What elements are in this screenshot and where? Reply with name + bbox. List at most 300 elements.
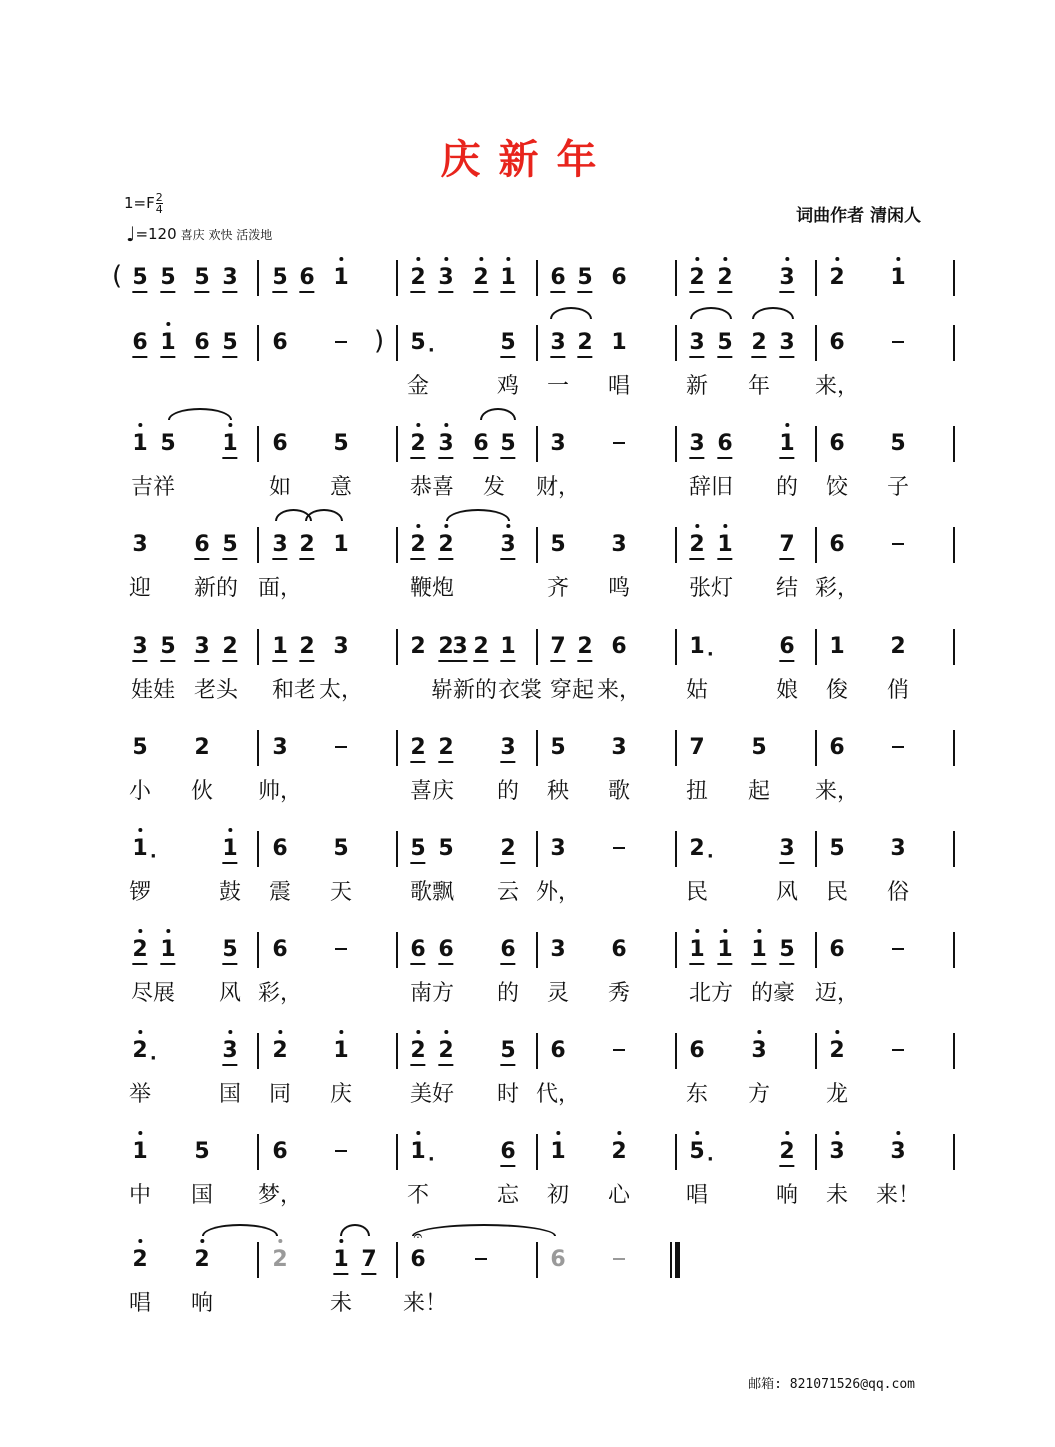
note-digit: 6 (194, 330, 210, 355)
note-digit: 2 (272, 1038, 288, 1063)
note (132, 330, 147, 358)
note (410, 1247, 425, 1273)
note (550, 1247, 565, 1273)
high-octave-dot (138, 929, 142, 933)
note-digit: 2 (299, 634, 315, 659)
high-octave-dot (166, 929, 170, 933)
lyric-word: 新的 (193, 576, 239, 601)
high-octave-dot (506, 257, 510, 261)
high-octave-dot (228, 828, 232, 832)
note-digit: 3 (550, 330, 566, 355)
lyric-word: 老头 (193, 678, 239, 703)
barline (396, 730, 398, 766)
lyric-word: 俏 (886, 678, 910, 703)
note-digit: 6 (132, 330, 148, 355)
note-digit: 3 (550, 937, 566, 962)
note (272, 735, 287, 761)
note (500, 836, 515, 864)
note-digit: 3 (779, 836, 795, 861)
repeat-close-paren: ) (374, 326, 385, 356)
note (333, 634, 348, 660)
barline (396, 932, 398, 968)
note (333, 265, 348, 291)
note-digit: 1 (717, 532, 733, 557)
high-octave-dot (138, 828, 142, 832)
barline (396, 1134, 398, 1170)
note-digit: 5 (333, 836, 349, 861)
note-digit: 3 (689, 330, 705, 355)
lyric-word: 的豪 (750, 981, 796, 1006)
barline (257, 831, 259, 867)
barline (257, 932, 259, 968)
note-digit: 3 (272, 532, 288, 557)
note (194, 1247, 209, 1273)
augmentation-dot: · (706, 846, 714, 867)
note-digit: 2 (299, 532, 315, 557)
note-digit: 6 (611, 634, 627, 659)
lyric-word: 方 (747, 1082, 771, 1107)
high-octave-dot (416, 524, 420, 528)
barline (815, 527, 817, 563)
score-system (0, 532, 1055, 645)
note-digit: 6 (194, 532, 210, 557)
note-digit: 2 (132, 1247, 148, 1272)
note (410, 431, 425, 459)
note (222, 937, 237, 965)
barline (257, 527, 259, 563)
lyric-word: 外， (535, 880, 581, 905)
note (779, 532, 794, 560)
barline (536, 1242, 538, 1278)
sustain-dash (335, 948, 347, 950)
lyric-word: 民 (685, 880, 709, 905)
high-octave-dot (785, 257, 789, 261)
note-digit: 5 (779, 937, 795, 962)
note-digit: 2 (410, 532, 426, 557)
note (473, 265, 488, 293)
note-digit: 6 (500, 937, 516, 962)
augmentation-dot: · (149, 1048, 157, 1069)
note-digit: 5 (890, 431, 906, 456)
note-digit: 3 (194, 634, 210, 659)
lyric-word: 娃娃 (130, 678, 176, 703)
lyric-word: 辞旧 (688, 475, 734, 500)
note (689, 735, 704, 761)
barline (396, 260, 398, 296)
high-octave-dot (695, 257, 699, 261)
note (272, 1038, 287, 1064)
note-digit: 2 (717, 265, 733, 290)
barline (536, 831, 538, 867)
note-digit: 5 (222, 937, 238, 962)
high-octave-dot (757, 1030, 761, 1034)
note (272, 431, 287, 457)
lyric-word: 秀 (607, 981, 631, 1006)
note-digit: 3 (611, 735, 627, 760)
note (779, 836, 794, 864)
barline (953, 1033, 955, 1069)
lyric-word: 娘 (775, 678, 799, 703)
barline (953, 1134, 955, 1170)
note (611, 532, 626, 558)
note-digit: 5 (132, 735, 148, 760)
high-octave-dot (896, 1131, 900, 1135)
note (577, 634, 592, 662)
barline (675, 1033, 677, 1069)
note-digit: 2 (689, 532, 705, 557)
high-octave-dot (785, 423, 789, 427)
barline (675, 1134, 677, 1170)
note (611, 1139, 626, 1165)
note-digit: 2 (473, 265, 489, 290)
note-digit: 6 (829, 532, 845, 557)
note (222, 532, 237, 560)
high-octave-dot (138, 1131, 142, 1135)
high-octave-dot (695, 524, 699, 528)
note (890, 431, 905, 457)
barline (536, 1134, 538, 1170)
note-digit: 5 (160, 265, 176, 290)
lyric-word: 鼓 (218, 880, 242, 905)
note-digit: 5 (500, 330, 516, 355)
high-octave-dot (479, 257, 483, 261)
note (550, 431, 565, 457)
note-digit: 1 (500, 265, 516, 290)
barline (257, 730, 259, 766)
note-digit: 5 (194, 265, 210, 290)
barline (396, 1033, 398, 1069)
note (500, 1038, 515, 1066)
note-digit: 1 (751, 937, 767, 962)
time-signature (156, 192, 163, 215)
note-digit: 2 (438, 1038, 454, 1063)
note-digit: 5 (410, 330, 426, 355)
note (829, 937, 844, 963)
augmentation-dot: · (706, 1149, 714, 1170)
composer-credit: 词曲作者 清闲人 (796, 206, 921, 226)
note (689, 1139, 714, 1170)
lyric-word: 彩， (257, 981, 303, 1006)
note (452, 634, 467, 662)
note-digit: 1 (333, 1038, 349, 1063)
note (550, 836, 565, 862)
high-octave-dot (416, 257, 420, 261)
high-octave-dot (444, 1030, 448, 1034)
note (272, 265, 287, 293)
lyric-word: 唱 (685, 1183, 709, 1208)
sustain-dash (335, 341, 347, 343)
note-digit: 2 (132, 937, 148, 962)
lyric-word: 和老 (271, 678, 317, 703)
lyric-word: 庆 (329, 1082, 353, 1107)
note (550, 937, 565, 963)
barline (675, 426, 677, 462)
note-digit: 1 (500, 634, 516, 659)
lyric-word: 齐 (546, 576, 570, 601)
note-digit: 2 (890, 634, 906, 659)
lyric-word: 的 (496, 779, 520, 804)
note (132, 431, 147, 457)
note (272, 1247, 287, 1273)
note (132, 634, 147, 662)
lyric-word: 龙 (825, 1082, 849, 1107)
barline (257, 629, 259, 665)
barline (815, 730, 817, 766)
note-digit: 6 (689, 1038, 705, 1063)
barline (536, 527, 538, 563)
note (299, 634, 314, 662)
lyric-word: 来！ (402, 1291, 448, 1316)
note (272, 836, 287, 862)
barline (815, 1033, 817, 1069)
note (779, 330, 794, 358)
note (333, 431, 348, 457)
barline (953, 629, 955, 665)
high-octave-dot (416, 423, 420, 427)
note-digit: 6 (829, 330, 845, 355)
score-system (0, 326, 1055, 443)
note-digit: 2 (194, 1247, 210, 1272)
note (611, 265, 626, 291)
lyric-word: 的 (496, 981, 520, 1006)
note-digit: 1 (132, 836, 148, 861)
note (272, 634, 287, 662)
lyric-word: 喜庆 (409, 779, 455, 804)
high-octave-dot (228, 1030, 232, 1034)
barline (396, 1242, 398, 1278)
note-digit: 6 (299, 265, 315, 290)
note (194, 634, 209, 662)
note-digit: 2 (500, 836, 516, 861)
high-octave-dot (835, 1131, 839, 1135)
note-digit: 5 (577, 265, 593, 290)
note (829, 265, 844, 291)
lyric-word: 举 (128, 1082, 152, 1107)
note (132, 735, 147, 761)
note (222, 265, 237, 293)
note-digit: 5 (333, 431, 349, 456)
barline (536, 426, 538, 462)
note (194, 265, 209, 293)
augmentation-dot: · (427, 340, 435, 361)
note (500, 735, 515, 763)
lyric-word: 意 (329, 475, 353, 500)
note (689, 836, 714, 867)
lyric-word: 鞭炮 (409, 576, 455, 601)
note-digit: 6 (550, 265, 566, 290)
augmentation-dot: · (706, 644, 714, 665)
note-digit: 1 (689, 634, 705, 659)
note (829, 836, 844, 862)
note (779, 634, 794, 662)
lyric-word: 东 (685, 1082, 709, 1107)
note (132, 937, 147, 965)
lyric-word: 小 (128, 779, 152, 804)
contact-email: 邮箱: 821071526@qq.com (748, 1377, 915, 1392)
note-digit: 6 (272, 1139, 288, 1164)
note (751, 937, 766, 965)
sustain-dash (613, 1049, 625, 1051)
lyric-word: 锣 (128, 880, 152, 905)
lyric-word: 鸣 (607, 576, 631, 601)
note-digit: 1 (717, 937, 733, 962)
note (222, 634, 237, 662)
note (577, 265, 592, 293)
note-digit: 2 (194, 735, 210, 760)
lyric-word: 饺 (825, 475, 849, 500)
barline (257, 426, 259, 462)
note-digit: 6 (272, 431, 288, 456)
lyric-word: 俗 (886, 880, 910, 905)
note (689, 431, 704, 459)
sustain-dash (613, 442, 625, 444)
note-digit: 2 (272, 1247, 288, 1272)
barline (257, 260, 259, 296)
lyric-word: 张灯 (688, 576, 734, 601)
note-digit: 5 (438, 836, 454, 861)
note (194, 532, 209, 560)
lyric-word: 国 (190, 1183, 214, 1208)
note-digit: 5 (272, 265, 288, 290)
note (473, 431, 488, 459)
note (438, 532, 453, 560)
final-barline (670, 1242, 672, 1278)
score-system (0, 937, 1055, 1050)
note (410, 634, 425, 660)
lyric-word: 云 (496, 880, 520, 905)
barline (536, 730, 538, 766)
note-digit: 2 (438, 735, 454, 760)
lyric-word: 一 (546, 374, 570, 399)
note-digit: 5 (829, 836, 845, 861)
note (333, 532, 348, 558)
lyric-word: 未 (825, 1183, 849, 1208)
lyric-word: 梦， (257, 1183, 303, 1208)
note-digit: 6 (829, 735, 845, 760)
lyric-word: 南方 (409, 981, 455, 1006)
high-octave-dot (695, 929, 699, 933)
lyric-word: 新 (685, 374, 709, 399)
note-digit: 7 (779, 532, 795, 557)
lyric-word: 北方 (688, 981, 734, 1006)
note-digit: 6 (829, 937, 845, 962)
note (132, 836, 157, 867)
lyric-word: 不 (406, 1183, 430, 1208)
barline (536, 1033, 538, 1069)
lyric-word: 初 (546, 1183, 570, 1208)
note-digit: 5 (550, 735, 566, 760)
fermata-icon: 𝄐 (413, 1226, 423, 1245)
lyric-word: 彩， (814, 576, 860, 601)
sustain-dash (892, 341, 904, 343)
barline (815, 629, 817, 665)
note-digit: 2 (829, 265, 845, 290)
lyric-word: 年 (747, 374, 771, 399)
barline (536, 260, 538, 296)
note (272, 532, 287, 560)
note (194, 330, 209, 358)
barline (257, 1242, 259, 1278)
note-digit: 3 (333, 634, 349, 659)
high-octave-dot (200, 1239, 204, 1243)
note-digit: 5 (717, 330, 733, 355)
note (611, 937, 626, 963)
note-digit: 5 (500, 431, 516, 456)
lyric-word: 来， (596, 678, 642, 703)
barline (953, 426, 955, 462)
augmentation-dot: · (427, 1149, 435, 1170)
note (410, 265, 425, 293)
note-digit: 2 (410, 265, 426, 290)
lyric-word: 时 (496, 1082, 520, 1107)
note-digit: 2 (222, 634, 238, 659)
sustain-dash (892, 543, 904, 545)
note-digit: 6 (717, 431, 733, 456)
note (333, 1247, 348, 1275)
lyric-word: 来！ (875, 1183, 921, 1208)
note (500, 1139, 515, 1167)
high-octave-dot (506, 524, 510, 528)
high-octave-dot (835, 1030, 839, 1034)
barline (675, 730, 677, 766)
note (689, 937, 704, 965)
note-digit: 5 (160, 634, 176, 659)
repeat-open-paren: ( (112, 261, 123, 291)
note (829, 1139, 844, 1165)
tempo-value: =120 (135, 225, 177, 243)
note-digit: 3 (272, 735, 288, 760)
high-octave-dot (785, 1131, 789, 1135)
note (132, 1247, 147, 1273)
note-digit: 6 (410, 1247, 426, 1272)
lyric-word: 发 (482, 475, 506, 500)
note (410, 532, 425, 560)
note-digit: 6 (272, 836, 288, 861)
high-octave-dot (723, 257, 727, 261)
sustain-dash (335, 1150, 347, 1152)
lyric-word: 起 (747, 779, 771, 804)
note-digit: 1 (222, 431, 238, 456)
score-system (0, 634, 1055, 747)
lyric-word: 如 (268, 475, 292, 500)
note-digit: 6 (272, 330, 288, 355)
note-digit: 2 (410, 634, 426, 659)
score-system (0, 1139, 1055, 1252)
note-digit: 6 (611, 265, 627, 290)
note-digit: 6 (473, 431, 489, 456)
high-octave-dot (444, 257, 448, 261)
note-digit: 1 (222, 836, 238, 861)
note-digit: 5 (222, 330, 238, 355)
barline (536, 325, 538, 361)
note (222, 330, 237, 358)
lyric-word: 财， (535, 475, 581, 500)
note-digit: 1 (829, 634, 845, 659)
note-digit: 1 (890, 265, 906, 290)
lyric-word: 子 (886, 475, 910, 500)
note-digit: 3 (500, 532, 516, 557)
barline (815, 260, 817, 296)
sustain-dash (892, 1049, 904, 1051)
note (438, 735, 453, 763)
note-digit: 3 (222, 1038, 238, 1063)
note (272, 1139, 287, 1165)
barline (675, 831, 677, 867)
note-digit: 5 (751, 735, 767, 760)
note-digit: 6 (272, 937, 288, 962)
note-digit: 2 (438, 634, 454, 659)
barline (396, 527, 398, 563)
